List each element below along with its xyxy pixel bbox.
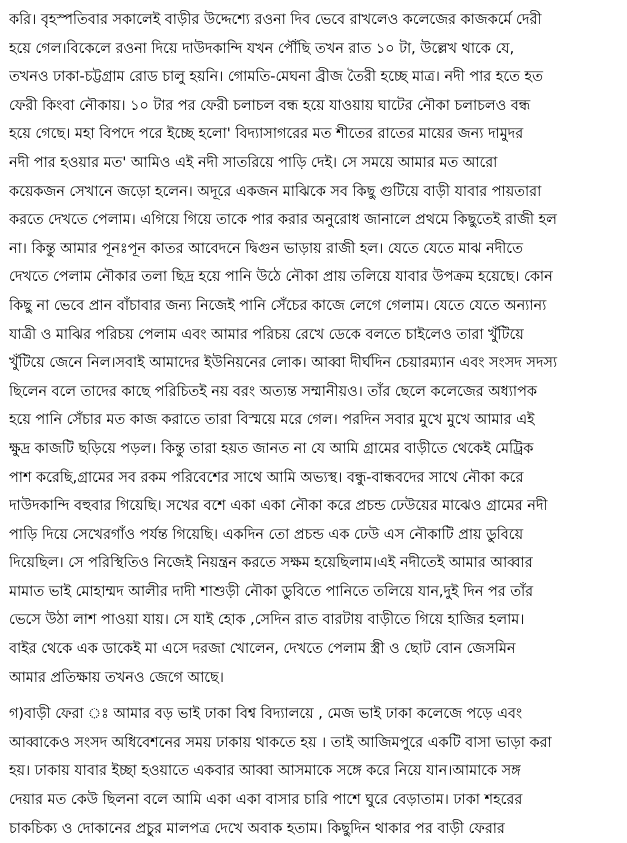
text-line: দেখতে পেলাম নৌকার তলা ছিদ্র হয়ে পানি উঠে নৌকা প্রায় তলিয়ে যাবার উপক্রম হয়েছে। কোন — [9, 269, 553, 286]
text-line: হয়ে গেল।বিকেলে রওনা দিয়ে দাউদকান্দি যখন পৌঁছি তখন রাত ১০ টা, উল্লেখ থাকে যে, — [9, 40, 515, 57]
text-line: কয়েকজন সেখানে জড়ো হলেন। অদূরে একজন মাঝিকে সব কিছু গুটিয়ে বাড়ী যাবার পায়তারা — [9, 183, 542, 200]
text-line: করি। বৃহস্পতিবার সকালেই বাড়ীর উদ্দেশ্যে রওনা দিব ভেবে রাখলেও কলেজের কাজকর্মে দেরী — [9, 12, 542, 28]
paragraph-gap — [9, 692, 619, 700]
text-line: হয়ে পানি সেঁচার মত কাজ করাতে তারা বিস্ময়ে মরে গেল। পরদিন সবার মুখে মুখে আমার এই — [9, 412, 535, 429]
text-line: দাউদকান্দি বহুবার গিয়েছি। সখের বশে একা একা নৌকা করে প্রচন্ড ঢেউয়ের মাঝেও গ্রামের নদী — [9, 498, 548, 515]
text-line: কিছু না ভেবে প্রান বাঁচাবার জন্য নিজেই পানি সেঁচের কাজে লেগে গেলাম। যেতে যেতে অন্যান্য — [9, 297, 547, 314]
text-line: ক্ষুদ্র কাজটি ছড়িয়ে পড়ল। কিন্তু তারা হয়ত জানত না যে আমি গ্রামের বাড়ীতে থেকেই মেট্রিক — [9, 440, 534, 457]
text-line: বাইর থেকে এক ডাকেই মা এসে দরজা খোলেন, দেখতে পেলাম স্ত্রী ও ছোট বোন জেসমিন — [9, 641, 516, 658]
text-line: দিয়েছিল। সে পরিস্থিতিও নিজেই নিয়ন্ত্রন করতে সক্ষম হয়েছিলাম।এই নদীতেই আমার আব্বার — [9, 555, 533, 572]
text-line: না। কিন্তু আমার পূনঃপূন কাতর আবেদনে দ্বিগুন ভাড়ায় রাজী হল। যেতে যেতে মাঝ নদীতে — [9, 240, 523, 257]
text-line: ফেরী কিংবা নৌকায়। ১০ টার পর ফেরী চলাচল বন্ধ হয়ে যাওয়ায় ঘাটের নৌকা চলাচলও বন্ধ — [9, 97, 531, 114]
paragraph-2 — [9, 700, 619, 843]
text-line: করতে দেখতে পেলাম। এগিয়ে গিয়ে তাকে পার করার অনুরোধ জানালে প্রথমে কিছুতেই রাজী হল — [9, 212, 557, 229]
text-line: দেয়ার মত কেউ ছিলনা বলে আমি একা একা বাসার চারি পাশে ঘুরে বেড়াতাম। ঢাকা শহরের — [9, 792, 523, 809]
text-line: হয়। ঢাকায় যাবার ইচ্ছা হওয়াতে একবার আব্বা আসমাকে সঙ্গে করে নিয়ে যান।আমাকে সঙ্গ — [9, 763, 521, 780]
text-line: চাকচিক্য ও দোকানের প্রচুর মালপত্র দেখে অবাক হতাম। কিছুদিন থাকার পর বাড়ী ফেরার — [9, 820, 505, 837]
text-line: হয়ে গেছে। মহা বিপদে পরে ইচ্ছে হলো' বিদ্যাসাগরের মত শীতের রাতের মায়ের জন্য দামুদর — [9, 126, 524, 143]
text-line: ভেসে উঠা লাশ পাওয়া যায়। সে যাই হোক ,সেদিন রাত বারটায় বাড়ীতে গিয়ে হাজির হলাম। — [9, 612, 525, 629]
text-line: যাত্রী ও মাঝির পরিচয় পেলাম এবং আমার পরিচয় রেখে ডেকে বলতে চাইলেও তারা খুঁটিয়ে — [9, 326, 524, 343]
text-line: খুঁটিয়ে জেনে নিল।সবাই আমাদের ইউনিয়নের লোক। আব্বা দীর্ঘদিন চেয়ারম্যান এবং সংসদ সদস্য — [9, 355, 558, 372]
text-line: মামাত ভাই মোহাম্মদ আলীর দাদী শাশুড়ী নৌকা ডুবিতে পানিতে তলিয়ে যান,দুই দিন পর তাঁর — [9, 583, 534, 600]
text-line: আব্বাকেও সংসদ অধিবেশনের সময় ঢাকায় থাকতে হয় । তাই আজিমপুরে একটি বাসা ভাড়া করা — [9, 734, 552, 751]
text-line: পাড়ি দিয়ে সেখেরগাঁও পর্যন্ত গিয়েছি। একদিন তো প্রচন্ড এক ঢেউ এস নৌকাটি প্রায় ডুবিয়ে — [9, 526, 524, 543]
text-line: নদী পার হওয়ার মত' আমিও এই নদী সাতরিয়ে পাড়ি দেই। সে সময়ে আমার মত আরো — [9, 154, 498, 171]
text-line: গ)বাড়ী ফেরা ঃ আমার বড় ভাই ঢাকা বিশ্ব বিদ্যালয়ে , মেজ ভাই ঢাকা কলেজে পড়ে এবং — [9, 706, 523, 723]
text-line: পাশ করেছি,গ্রামের সব রকম পরিবেশের সাথে আমি অভ্যস্থ। বন্ধু-বান্ধবদের সাথে নৌকা করে — [9, 469, 524, 486]
text-line: ছিলেন বলে তাদের কাছে পরিচিতই নয় বরং অত্যন্ত সম্মানীয়ও। তাঁর ছেলে কলেজের অধ্যাপক — [9, 383, 537, 400]
text-line: তখনও ঢাকা-চট্টগ্রাম রোড চালু হয়নি। গোমতি-মেঘনা ব্রীজ তৈরী হচ্ছে মাত্র। নদী পার হতে হত — [9, 69, 543, 86]
text-line: আমার প্রতিক্ষায় তখনও জেগে আছে। — [9, 669, 224, 686]
paragraph-1 — [9, 6, 619, 692]
